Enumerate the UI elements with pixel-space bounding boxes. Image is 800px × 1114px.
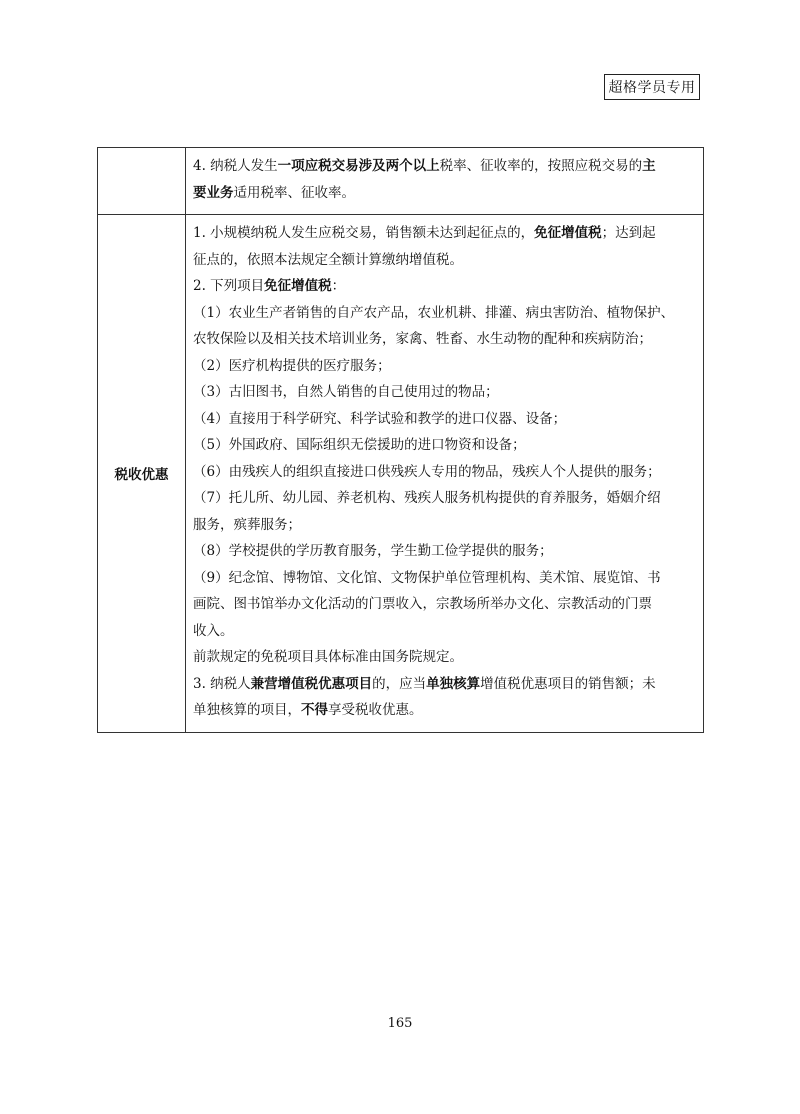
row2-lines — [193, 220, 694, 724]
text-segment: 享受税收优惠。 — [328, 702, 423, 718]
bold-text-segment: 免征增值税 — [534, 225, 602, 241]
text-segment: 2. 下列项目 — [193, 278, 265, 294]
text-segment: （2）医疗机构提供的医疗服务； — [193, 357, 391, 374]
text-segment: 农牧保险以及相关技术培训业务，家禽、牲畜、水生动物的配种和疾病防治； — [193, 331, 652, 347]
bold-text-segment: 兼营增值税优惠项目 — [250, 675, 373, 692]
row1-lines — [193, 153, 694, 206]
text-segment: 增值税优惠项目的销售额；未 — [480, 675, 656, 692]
text-segment: 税率、征收率的，按照应税交易的 — [439, 158, 643, 174]
text-line — [193, 512, 694, 539]
text-line — [193, 153, 694, 180]
text-segment: （9）纪念馆、博物馆、文化馆、文物保护单位管理机构、美术馆、展览馆、书 — [193, 569, 661, 586]
text-segment: 4. 纳税人发生 — [193, 158, 278, 174]
text-line — [193, 220, 694, 247]
text-line — [193, 697, 694, 724]
text-line — [193, 671, 694, 698]
text-line — [193, 180, 694, 207]
text-segment: 单独核算的项目， — [193, 702, 301, 718]
bold-text-segment: 主 — [642, 158, 656, 174]
row1-label-cell — [98, 148, 186, 215]
text-line — [193, 273, 694, 300]
bold-text-segment: 不得 — [301, 702, 328, 718]
text-line — [193, 247, 694, 274]
text-line — [193, 644, 694, 671]
text-segment: 的，应当 — [372, 675, 427, 692]
bold-text-segment: 一项应税交易涉及两个以上 — [277, 158, 440, 174]
row2-content-cell — [186, 215, 704, 733]
table-row — [98, 148, 704, 215]
text-line — [193, 353, 694, 380]
text-segment: （1）农业生产者销售的自产农产品，农业机耕、排灌、病虫害防治、植物保护、 — [193, 304, 675, 321]
text-segment: 征点的，依照本法规定全额计算缴纳增值税。 — [193, 251, 463, 268]
page-number: 165 — [387, 1016, 413, 1031]
text-segment: ： — [331, 278, 346, 294]
bold-text-segment: 要业务 — [193, 184, 234, 201]
text-segment: 适用税率、征收率。 — [233, 184, 355, 201]
text-segment: 3. 纳税人 — [193, 675, 251, 692]
text-line — [193, 485, 694, 512]
text-segment: （6）由残疾人的组织直接进口供残疾人专用的物品，残疾人个人提供的服务； — [193, 463, 661, 480]
bold-text-segment: 单独核算 — [426, 675, 481, 692]
text-line — [193, 538, 694, 565]
text-line — [193, 406, 694, 433]
text-line — [193, 379, 694, 406]
text-segment: （3）古旧图书，自然人销售的自己使用过的物品； — [193, 384, 499, 400]
text-segment: 收入。 — [193, 622, 234, 639]
text-line — [193, 432, 694, 459]
text-line — [193, 618, 694, 645]
text-line — [193, 300, 694, 327]
text-segment: （4）直接用于科学研究、科学试验和教学的进口仪器、设备； — [193, 410, 567, 427]
text-line — [193, 459, 694, 486]
text-segment: （8）学校提供的学历教育服务，学生勤工俭学提供的服务； — [193, 543, 553, 559]
row2-label-cell: 税收优惠 — [98, 215, 186, 733]
row1-content-cell — [186, 148, 704, 215]
text-segment: 前款规定的免税项目具体标准由国务院规定。 — [193, 649, 463, 665]
text-segment: （7）托儿所、幼儿园、养老机构、残疾人服务机构提供的育养服务，婚姻介绍 — [193, 490, 661, 506]
text-segment: 画院、图书馆举办文化活动的门票收入，宗教场所举办文化、宗教活动的门票 — [193, 596, 652, 612]
bold-text-segment: 免征增值税 — [264, 278, 332, 294]
text-segment: （5）外国政府、国际组织无偿援助的进口物资和设备； — [193, 437, 526, 453]
text-segment: 服务，殡葬服务； — [193, 516, 301, 533]
text-line — [193, 591, 694, 618]
table-row — [98, 215, 704, 733]
header-tag: 超格学员专用 — [604, 74, 700, 100]
content-table — [97, 147, 704, 733]
text-segment: 1. 小规模纳税人发生应税交易，销售额未达到起征点的， — [193, 225, 535, 241]
text-line — [193, 565, 694, 592]
text-segment: ；达到起 — [601, 225, 656, 241]
text-line — [193, 326, 694, 353]
